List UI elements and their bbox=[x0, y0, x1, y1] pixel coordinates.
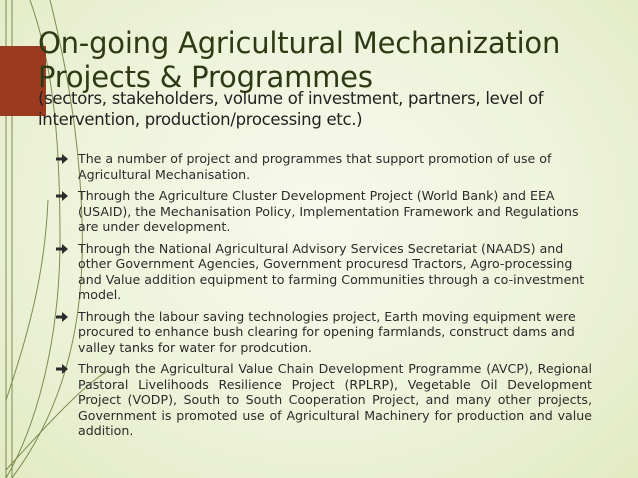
bullet-list bbox=[56, 151, 592, 445]
bullet-item bbox=[56, 151, 592, 182]
arrow-bullet-icon bbox=[56, 191, 68, 201]
title-line-2: Projects & Programmes bbox=[38, 60, 373, 94]
slide-subtitle: (sectors, stakeholders, volume of investment, partners, level of intervention, production/processing etc.) bbox=[38, 89, 544, 129]
bullet-item bbox=[56, 361, 592, 439]
bullet-item bbox=[56, 241, 592, 303]
arrow-bullet-icon bbox=[56, 312, 68, 322]
bullet-item bbox=[56, 309, 592, 356]
bullet-text: Through the Agriculture Cluster Development Project (World Bank) and EEA (USAID), the Mechanisation Policy, Implementation Framework and Regulations are under development. bbox=[78, 188, 579, 234]
bullet-text: Through the Agricultural Value Chain Development Programme (AVCP), Regional Pastoral Livelihoods Resilience Project (RPLRP), Vegetable Oil Development Project (VODP), South to South Cooperation Project, and many other projects, Government is promoted use of Agricultural Machinery for production and value addition. bbox=[78, 361, 592, 438]
arrow-bullet-icon bbox=[56, 244, 68, 254]
bullet-text: The a number of project and programmes that support promotion of use of Agricultural Mechanisation. bbox=[78, 151, 552, 182]
arrow-bullet-icon bbox=[56, 154, 68, 164]
title-line-1: On-going Agricultural Mechanization bbox=[38, 26, 561, 60]
bullet-item bbox=[56, 188, 592, 235]
arrow-bullet-icon bbox=[56, 364, 68, 374]
bullet-text: Through the National Agricultural Advisory Services Secretariat (NAADS) and other Government Agencies, Government procuresd Tractors, Agro-processing and Value addition equipment to farming Communities through a co-investment model. bbox=[78, 240, 585, 302]
bullet-text: Through the labour saving technologies project, Earth moving equipment were procured to enhance bush clearing for opening farmlands, construct dams and valley tanks for water for prodcution. bbox=[78, 308, 576, 355]
slide-title bbox=[38, 26, 618, 94]
